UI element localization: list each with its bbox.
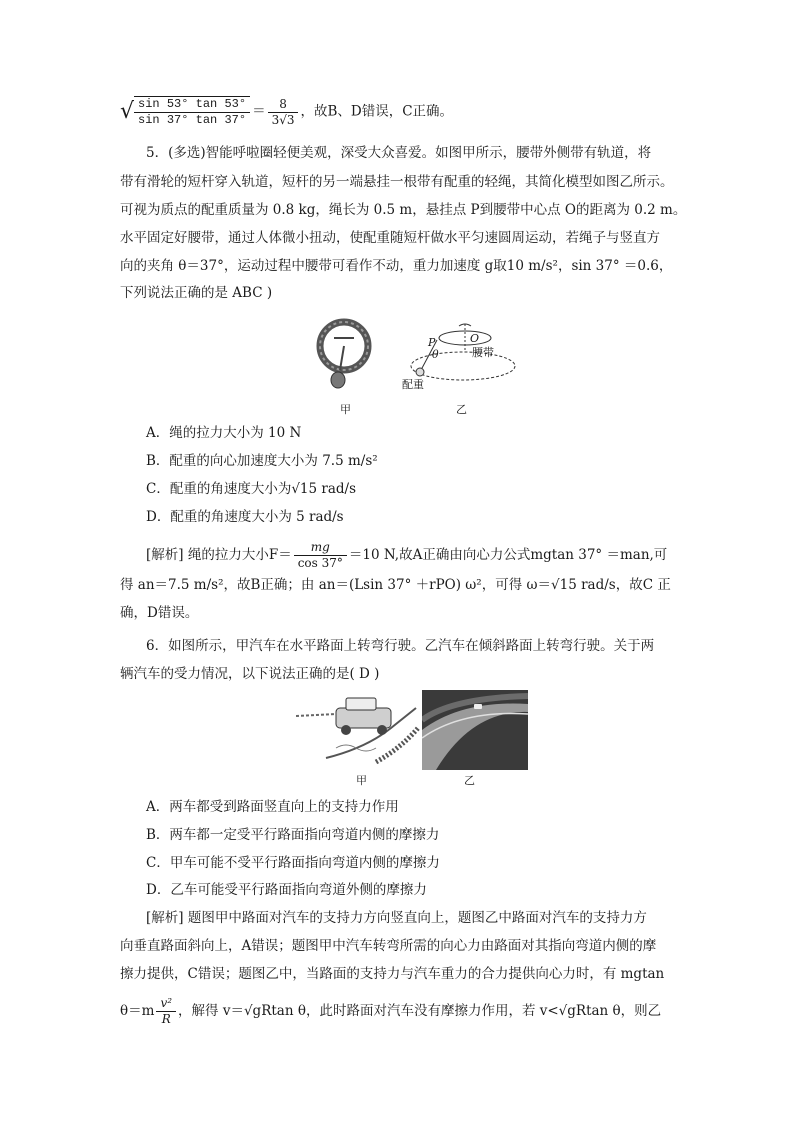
q5-line-1: 5．(多选)智能呼啦圈轻便美观，深受大众喜爱。如图甲所示，腰带外侧带有轨道，将 bbox=[146, 145, 652, 161]
banked-road-car-figure bbox=[422, 690, 528, 770]
q6-line-1: 6．如图所示，甲汽车在水平路面上转弯行驶。乙汽车在倾斜路面上转弯行驶。关于两 bbox=[146, 638, 655, 654]
q5-ana-1b: ＝10 N,故A正确由向心力公式mgtan 37° ＝man,可 bbox=[348, 547, 668, 563]
q5-option-a: A．绳的拉力大小为 10 N bbox=[146, 425, 302, 441]
q5-line-2: 带有滑轮的短杆穿入轨道，短杆的另一端悬挂一根带有配重的轻绳，其简化模型如图乙所示。 bbox=[120, 174, 674, 190]
q6-analysis-1: [解析] 题图甲中路面对汽车的支持力方向竖直向上，题图乙中路面对汽车的支持力方 bbox=[146, 910, 647, 926]
q6-analysis-3: 擦力提供，C错误；题图乙中，当路面的支持力与汽车重力的合力提供向心力时，有 mgtan bbox=[120, 966, 665, 982]
q6-line-2: 辆汽车的受力情况，以下说法正确的是( D ) bbox=[120, 666, 380, 682]
q5-line-4: 水平固定好腰带，通过人体微小扭动，使配重随短杆做水平匀速圆周运动，若绳子与竖直方 bbox=[120, 230, 660, 246]
flat-road-car-figure bbox=[296, 688, 420, 768]
q5-ana-num: mg bbox=[294, 540, 347, 556]
q5-ana-den: cos 37° bbox=[297, 556, 343, 570]
fig5-label-a: 甲 bbox=[340, 403, 351, 416]
conclusion-text: ，故B、D错误，C正确。 bbox=[300, 103, 454, 120]
radical-fraction bbox=[134, 96, 250, 128]
q6-ana-4b: ，解得 v＝√gRtan θ，此时路面对汽车没有摩擦力作用，若 v<√gRtan θ，则乙 bbox=[178, 1003, 662, 1019]
q5-line-3: 可视为质点的配重质量为 0.8 kg，绳长为 0.5 m，悬挂点 P到腰带中心点 O的距离为 0.2 m。 bbox=[120, 202, 687, 218]
q6-analysis-4 bbox=[120, 996, 661, 1027]
result-num: 8 bbox=[268, 97, 299, 113]
q6-option-b: B．两车都一定受平行路面指向弯道内侧的摩擦力 bbox=[146, 827, 440, 843]
q5-line-5: 向的夹角 θ＝37°，运动过程中腰带可看作不动，重力加速度 g取10 m/s²，sin 37° ＝0.6， bbox=[120, 258, 673, 274]
fig5-theta-label: θ bbox=[432, 348, 439, 361]
q5-analysis-2: 得 an＝7.5 m/s²，故B正确；由 an＝(Lsin 37° ＋rPO) ω²，可得 ω＝√15 rad/s，故C 正 bbox=[120, 577, 671, 593]
fig5-p-label: P bbox=[428, 336, 436, 349]
q5-option-c: C．配重的角速度大小为√15 rad/s bbox=[146, 481, 357, 497]
q5-analysis-1 bbox=[146, 540, 667, 571]
fig6-label-a: 甲 bbox=[356, 774, 367, 787]
result-fraction bbox=[268, 97, 299, 128]
fig5-label-b: 乙 bbox=[456, 403, 467, 416]
q6-analysis-2: 向垂直路面斜向上，A错误；题图甲中汽车转弯所需的向心力由路面对其指向弯道内侧的摩 bbox=[120, 938, 657, 954]
q6-ana-num: v² bbox=[156, 996, 176, 1012]
fig5-weight-label: 配重 bbox=[402, 378, 424, 391]
q6-option-d: D．乙车可能受平行路面指向弯道外侧的摩擦力 bbox=[146, 882, 427, 898]
q5-ana-frac bbox=[294, 540, 347, 571]
q6-ana-frac bbox=[156, 996, 176, 1027]
result-den: 3√3 bbox=[271, 112, 295, 127]
hula-hoop-figure bbox=[310, 316, 380, 398]
q5-option-b: B．配重的向心加速度大小为 7.5 m/s² bbox=[146, 453, 378, 469]
radical-bottom: sin 37° tan 37° bbox=[138, 113, 247, 127]
q5-ana-1a: [解析] 绳的拉力大小F＝ bbox=[146, 547, 292, 563]
fig6-label-b: 乙 bbox=[464, 774, 475, 787]
q6-ana-4a: θ＝m bbox=[120, 1003, 155, 1019]
q6-option-c: C．甲车可能不受平行路面指向弯道内侧的摩擦力 bbox=[146, 855, 440, 871]
q5-option-d: D．配重的角速度大小为 5 rad/s bbox=[146, 509, 344, 525]
q6-ana-den: R bbox=[161, 1012, 171, 1026]
formula-line: √ $\frac{\sin 53^\circ \tan 53^\circ}{\sin 37^\circ \tan 37^\circ}$ ＝ $\frac{8}{3√3}$ ，故B、D错误，C正确。 bbox=[120, 96, 454, 127]
radical-top: sin 53° tan 53° bbox=[134, 97, 250, 113]
fig5-belt-label: 腰带 bbox=[472, 346, 494, 359]
fig5-o-label: O bbox=[470, 332, 480, 345]
q5-line-6: 下列说法正确的是 ABC ) bbox=[120, 285, 273, 301]
q5-analysis-3: 确，D错误。 bbox=[120, 605, 199, 621]
q6-option-a: A．两车都受到路面竖直向上的支持力作用 bbox=[146, 799, 399, 815]
